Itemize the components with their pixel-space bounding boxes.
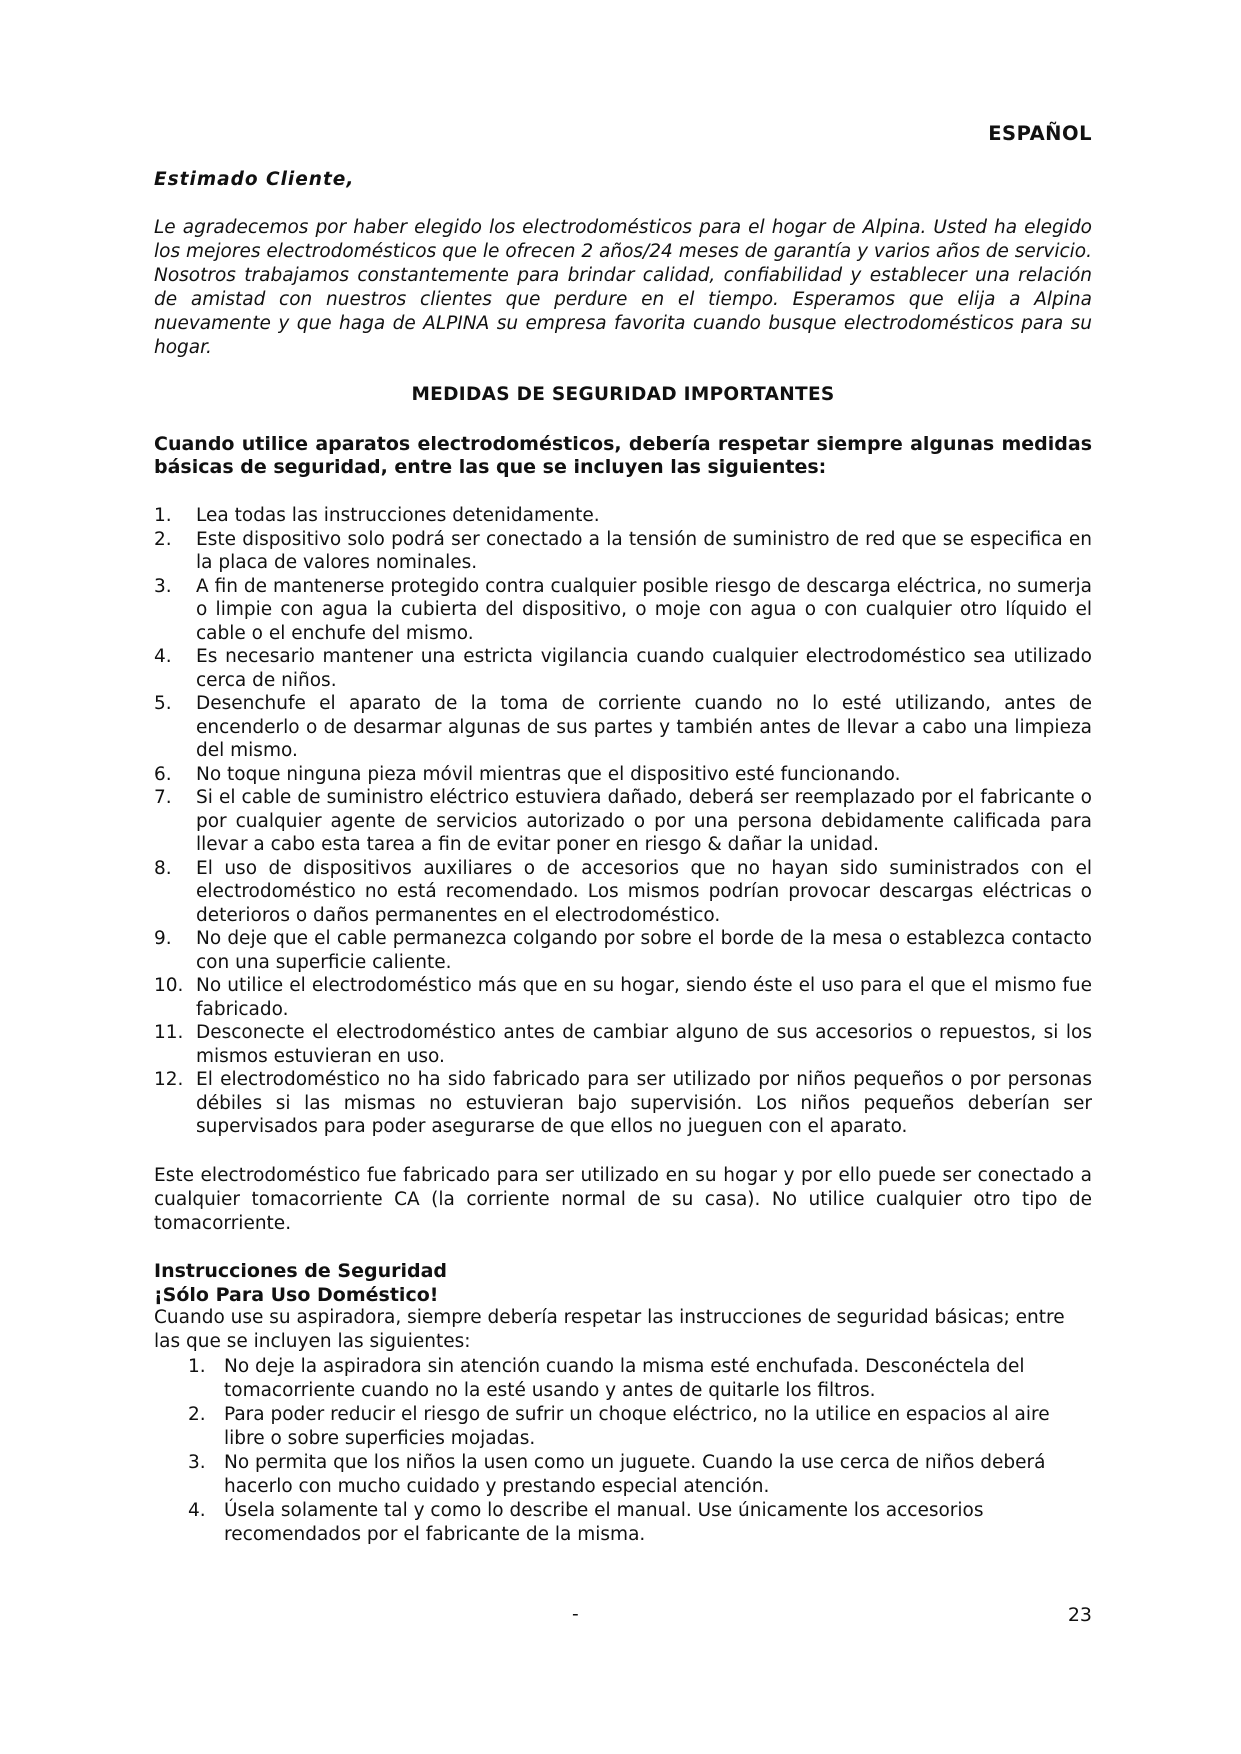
item-text: No permita que los niños la usen como un juguete. Cuando la use cerca de niños deberá hacerlo con mucho cuidado y prestando especial atención. — [224, 1452, 1046, 1497]
item-number: 6. — [154, 763, 172, 785]
item-text: No deje que el cable permanezca colgando por sobre el borde de la mesa o establezca contacto con una superficie caliente. — [196, 928, 1092, 973]
lead-paragraph: Cuando utilice aparatos electrodomésticos, debería respetar siempre algunas medidas básicas de seguridad, entre las que se incluyen las siguientes: — [154, 433, 1092, 478]
safety-title: Instrucciones de Seguridad — [154, 1260, 448, 1282]
list-item — [154, 528, 1092, 575]
item-number: 1. — [188, 1356, 206, 1377]
item-text: El electrodoméstico no ha sido fabricado para ser utilizado por niños pequeños o por personas débiles si las mismas no estuvieran bajo supervisión. Los niños pequeños deberían ser supervisados para poder asegurarse de que ellos no jueguen con el aparato. — [196, 1069, 1092, 1137]
list-item — [154, 692, 1092, 763]
item-text: No utilice el electrodoméstico más que en su hogar, siendo éste el uso para el que el mismo fue fabricado. — [196, 975, 1092, 1020]
item-number: 12. — [154, 1069, 184, 1090]
list-item — [154, 1068, 1092, 1139]
item-number: 3. — [188, 1452, 206, 1473]
item-number: 2. — [188, 1404, 206, 1425]
item-number: 8. — [154, 857, 172, 879]
safety-subtitle: ¡Sólo Para Uso Doméstico! — [154, 1283, 439, 1306]
item-text: Si el cable de suministro eléctrico estuviera dañado, deberá ser reemplazado por el fabricante o por cualquier agente de servicios autorizado o por una persona debidamente calificada para llevar a cabo esta tarea a fin de evitar poner en riesgo & dañar la unidad. — [196, 787, 1092, 855]
list-item — [188, 1451, 1092, 1498]
list-item — [154, 645, 1092, 692]
item-text: No deje la aspiradora sin atención cuando la misma esté enchufada. Desconéctela del tomacorriente cuando no la esté usando y antes de quitarle los filtros. — [224, 1356, 1025, 1401]
vacuum-safety-list — [188, 1355, 1092, 1547]
item-text: No toque ninguna pieza móvil mientras que el dispositivo esté funcionando. — [196, 763, 901, 785]
item-number: 7. — [154, 787, 172, 808]
item-number: 2. — [154, 528, 172, 550]
item-text: El uso de dispositivos auxiliares o de accesorios que no hayan sido suministrados con el electrodoméstico no está recomendado. Los mismos podrían provocar descargas eléctricas o deterioros o daños permanentes en el electrodoméstico. — [196, 857, 1092, 926]
list-item — [188, 1355, 1092, 1402]
list-item — [154, 575, 1092, 646]
item-text: Este dispositivo solo podrá ser conectado a la tensión de suministro de red que se especifica en la placa de valores nominales. — [196, 528, 1092, 573]
footer-dash: - — [572, 1604, 579, 1625]
item-text: Desconecte el electrodoméstico antes de cambiar alguno de sus accesorios o repuestos, si los mismos estuvieran en uso. — [196, 1022, 1092, 1067]
language-label: ESPAÑOL — [988, 122, 1092, 145]
item-number: 1. — [154, 505, 172, 526]
document-page — [154, 0, 1092, 1754]
list-item — [154, 504, 1092, 528]
section-title: MEDIDAS DE SEGURIDAD IMPORTANTES — [411, 384, 835, 405]
safety-rules-list — [154, 504, 1092, 1139]
item-number: 4. — [188, 1500, 206, 1521]
list-item — [154, 927, 1092, 974]
safety-intro: Cuando use su aspiradora, siempre debería respetar las instrucciones de seguridad básicas; entre las que se incluyen las siguientes: — [154, 1307, 1065, 1352]
list-item — [154, 1021, 1092, 1068]
intro-paragraph: Le agradecemos por haber elegido los electrodomésticos para el hogar de Alpina. Usted ha elegido los mejores electrodomésticos que le ofrecen 2 años/24 meses de garantía y varios años de servicio. Nosotros trabajamos constantemente para brindar calidad, confiabilidad y establecer una relación de amistad con nuestros clientes que perdure en el tiempo. Esperamos que elija a Alpina nuevamente y que haga de ALPINA su empresa favorita cuando busque electrodomésticos para su hogar. — [154, 217, 1092, 358]
item-text: Úsela solamente tal y como lo describe el manual. Use únicamente los accesorios recomendados por el fabricante de la misma. — [224, 1500, 984, 1545]
item-text: Para poder reducir el riesgo de sufrir un choque eléctrico, no la utilice en espacios al aire libre o sobre superficies mojadas. — [224, 1404, 1050, 1449]
list-item — [188, 1403, 1092, 1450]
item-number: 11. — [154, 1022, 184, 1043]
item-number: 4. — [154, 646, 172, 667]
list-item — [154, 857, 1092, 928]
greeting: Estimado Cliente, — [154, 169, 355, 190]
item-text: A fin de mantenerse protegido contra cualquier posible riesgo de descarga eléctrica, no sumerja o limpie con agua la cubierta del dispositivo, o moje con agua o con cualquier otro líquido el cable o el enchufe del mismo. — [196, 575, 1092, 644]
item-text: Desenchufe el aparato de la toma de corriente cuando no lo esté utilizando, antes de encenderlo o de desarmar algunas de sus partes y también antes de llevar a cabo una limpieza del mismo. — [196, 693, 1092, 761]
usage-note: Este electrodoméstico fue fabricado para ser utilizado en su hogar y por ello puede ser conectado a cualquier tomacorriente CA (la corriente normal de su casa). No utilice cualquier otro tipo de tomacorriente. — [154, 1165, 1092, 1234]
list-item — [154, 763, 1092, 787]
list-item — [188, 1499, 1092, 1546]
list-item — [154, 974, 1092, 1021]
item-number: 9. — [154, 928, 172, 949]
item-text: Lea todas las instrucciones detenidamente. — [196, 505, 600, 526]
page-number: 23 — [1067, 1604, 1092, 1626]
item-number: 3. — [154, 575, 172, 597]
item-number: 5. — [154, 693, 172, 714]
safety-heading — [154, 1260, 447, 1307]
item-text: Es necesario mantener una estricta vigilancia cuando cualquier electrodoméstico sea utilizado cerca de niños. — [196, 646, 1092, 691]
list-item — [154, 786, 1092, 857]
item-number: 10. — [154, 975, 184, 996]
